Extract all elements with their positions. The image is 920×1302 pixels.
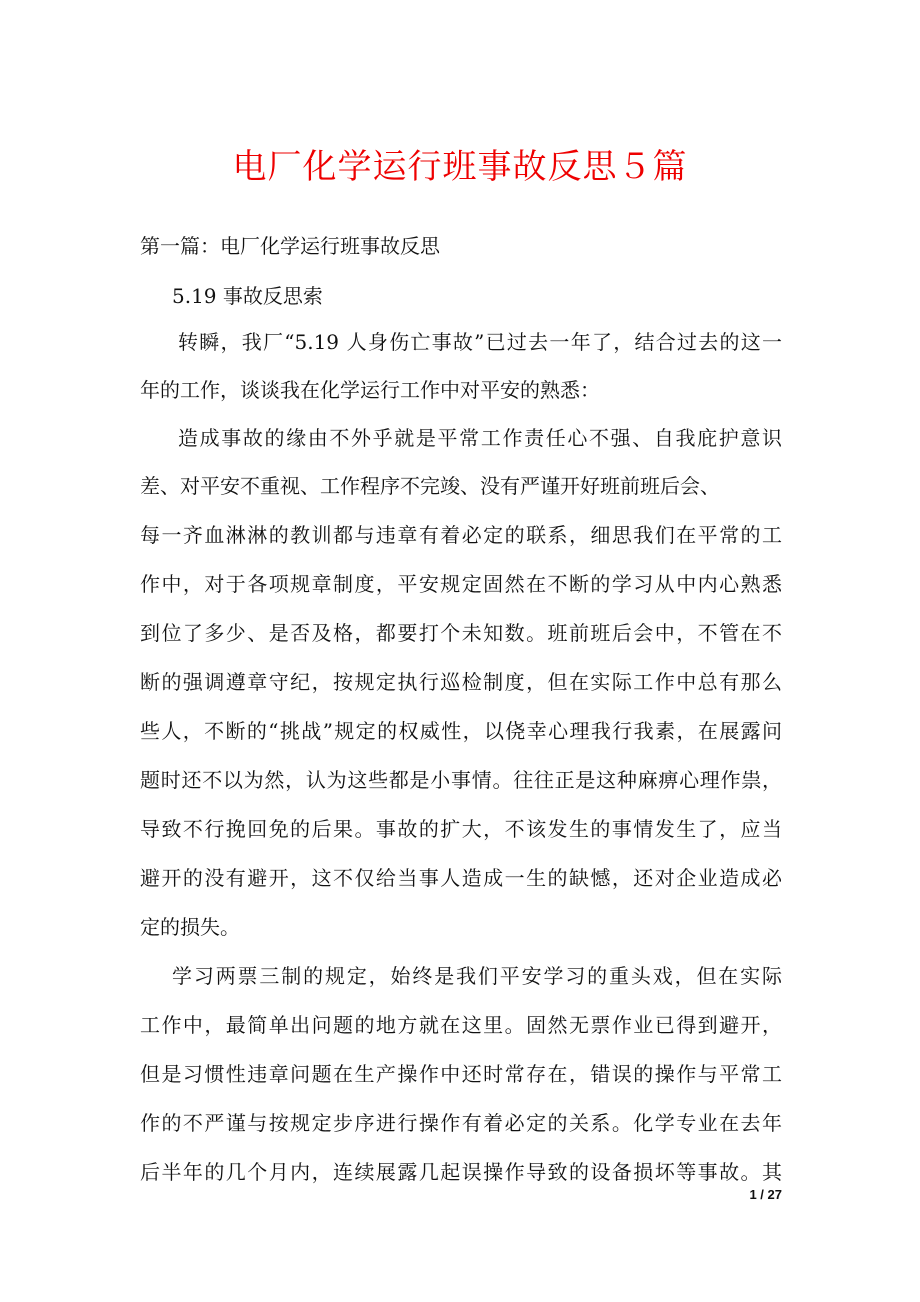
page-number: 1 / 27 (749, 1187, 782, 1202)
paragraph-line: 工作中，最简单出问题的地方就在这里。固然无票作业已得到避开， (140, 1013, 782, 1037)
paragraph-line: 后半年的几个月内，连续展露几起误操作导致的设备损坏等事故。其 (140, 1160, 782, 1184)
paragraph-line: 转瞬，我厂“5.19 人身伤亡事故”已过去一年了，结合过去的这一 (178, 330, 782, 354)
paragraph-line: 作的不严谨与按规定步序进行操作有着必定的关系。化学专业在去年 (140, 1111, 782, 1135)
paragraph-line: 差、对平安不重视、工作程序不完竣、没有严谨开好班前班后会、 (140, 474, 720, 498)
section-heading: 第一篇：电厂化学运行班事故反思 (140, 234, 440, 258)
paragraph-line: 避开的没有避开，这不仅给当事人造成一生的缺憾，还对企业造成必 (140, 866, 782, 890)
paragraph-line: 断的强调遵章守纪，按规定执行巡检制度，但在实际工作中总有那么 (140, 670, 782, 694)
paragraph-line: 导致不行挽回免的后果。事故的扩大，不该发生的事情发生了，应当 (140, 817, 782, 841)
paragraph-line: 但是习惯性违章问题在生产操作中还时常存在，错误的操作与平常工 (140, 1062, 782, 1086)
paragraph-line: 学习两票三制的规定，始终是我们平安学习的重头戏，但在实际 (172, 964, 782, 988)
paragraph-line: 造成事故的缘由不外乎就是平常工作责任心不强、自我庇护意识 (178, 426, 782, 450)
paragraph-line: 些人，不断的“挑战”规定的权威性，以侥幸心理我行我素，在展露问 (140, 719, 782, 743)
paragraph-line: 题时还不以为然，认为这些都是小事情。往往正是这种麻痹心理作祟， (140, 768, 782, 792)
document-title: 电厂化学运行班事故反思５篇 (232, 147, 688, 187)
subheading: 5.19 事故反思索 (172, 284, 323, 308)
paragraph-line: 到位了多少、是否及格，都要打个未知数。班前班后会中，不管在不 (140, 621, 782, 645)
paragraph-line: 作中，对于各项规章制度，平安规定固然在不断的学习从中内心熟悉 (140, 572, 782, 596)
paragraph-line: 年的工作，谈谈我在化学运行工作中对平安的熟悉： (140, 378, 600, 402)
paragraph-line: 定的损失。 (140, 915, 240, 939)
paragraph-line: 每一齐血淋淋的教训都与违章有着必定的联系，细思我们在平常的工 (140, 523, 782, 547)
